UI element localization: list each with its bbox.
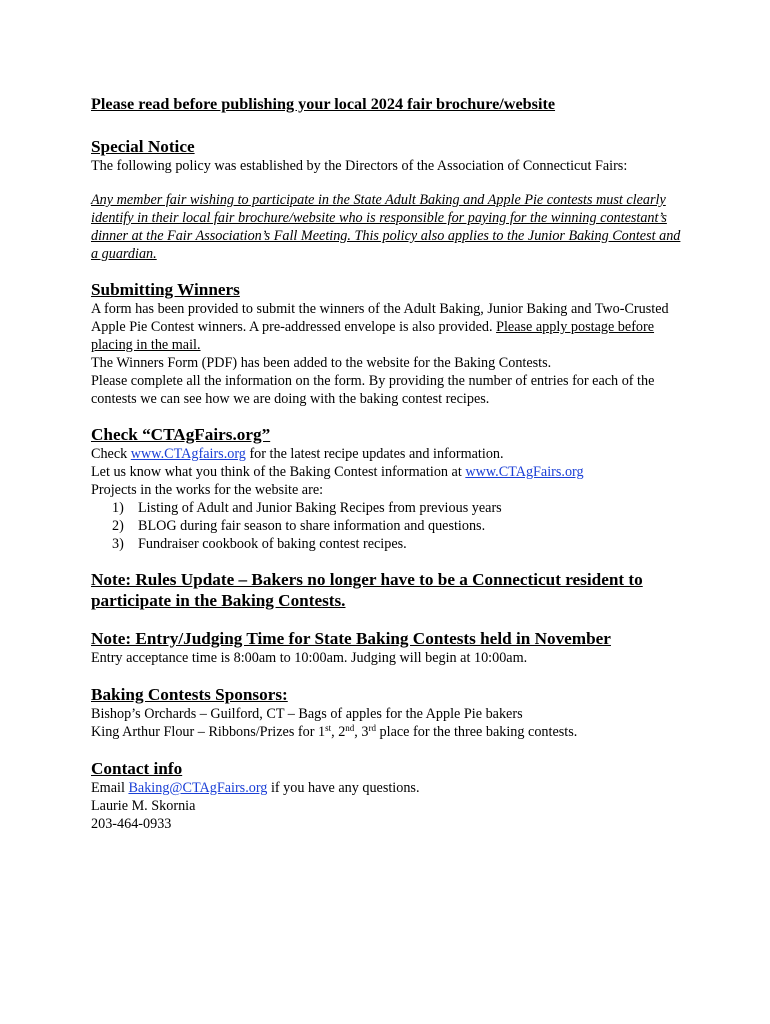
check-site-line2-pre: Let us know what you think of the Baking Contest information at [91,464,466,480]
list-item-text: Listing of Adult and Junior Baking Recipes from previous years [138,500,502,516]
special-notice-intro: The following policy was established by the Directors of the Association of Connecticut Fairs: [91,158,628,174]
check-site-line2 [91,463,691,481]
document-content [91,94,691,833]
sponsor-ka-sep1: , 2 [331,724,346,740]
projects-list [91,499,691,553]
list-item-number: 1) [112,500,124,516]
sponsor-ka-pre: King Arthur Flour – Ribbons/Prizes for 1 [91,724,326,740]
entry-judging-text: Entry acceptance time is 8:00am to 10:00am. Judging will begin at 10:00am. [91,650,528,666]
contact-heading: Contact info [91,759,183,778]
winners-form-text: The Winners Form (PDF) has been added to the website for the Baking Contests. [91,355,552,371]
special-notice-policy: Any member fair wishing to participate in the State Adult Baking and Apple Pie contests must clearly identify in their local fair brochure/website who is responsible for paying for the winning contestant’s dinner at the Fair Association’s Fall Meeting. This policy also applies to the Junior Baking Contest and a guardian. [91,192,681,262]
special-notice-heading: Special Notice [91,137,195,156]
contact-phone: 203-464-0933 [91,816,172,832]
check-site-line1-pre: Check [91,446,131,462]
list-item [112,499,691,517]
sponsors-heading: Baking Contests Sponsors: [91,685,288,704]
submitting-winners-text1: A form has been provided to submit the winners of the Adult Baking, Junior Baking and Two-Crusted Apple Pie Contest winners. A pre-addressed envelope is also provided. [91,301,669,335]
submitting-winners-text [91,300,691,354]
contact-email-pre: Email [91,780,129,796]
sponsor-king-arthur [91,723,691,741]
sponsor-ka-post: place for the three baking contests. [375,724,578,740]
submitting-winners-heading: Submitting Winners [91,280,240,299]
list-item [112,517,691,535]
entry-judging-heading: Note: Entry/Judging Time for State Baking Contests held in November [91,629,611,648]
list-item-text: BLOG during fair season to share information and questions. [138,518,486,534]
sponsor-bishops: Bishop’s Orchards – Guilford, CT – Bags of apples for the Apple Pie bakers [91,706,523,722]
list-item-number: 2) [112,518,124,534]
sup-first: st [325,723,332,733]
check-site-line1 [91,445,691,463]
postage-notice: Please apply postage before placing in the mail. [91,319,655,353]
page-title: Please read before publishing your local 2024 fair brochure/website [91,95,556,113]
contact-name: Laurie M. Skornia [91,798,196,814]
complete-form-text: Please complete all the information on the form. By providing the number of entries for each of the contests we can see how we are doing with the baking contest recipes. [91,373,655,407]
contact-email-line [91,779,691,797]
ctagfairs-link-1[interactable]: www.CTAgfairs.org [130,446,246,462]
contact-email-post: if you have any questions. [267,780,420,796]
list-item [112,535,691,553]
rules-update-note: Note: Rules Update – Bakers no longer have to be a Connecticut resident to participate in the Baking Contests. [91,570,643,610]
list-item-text: Fundraiser cookbook of baking contest recipes. [138,536,407,552]
sup-second: nd [345,723,355,733]
check-site-line1-post: for the latest recipe updates and information. [245,446,504,462]
check-site-heading: Check “CTAgFairs.org” [91,425,271,444]
projects-intro: Projects in the works for the website are: [91,482,324,498]
sponsor-ka-sep2: , 3 [354,724,369,740]
ctagfairs-link-2[interactable]: www.CTAgFairs.org [465,464,584,480]
list-item-number: 3) [112,536,124,552]
sup-third: rd [368,723,376,733]
email-link[interactable]: Baking@CTAgFairs.org [128,780,268,796]
